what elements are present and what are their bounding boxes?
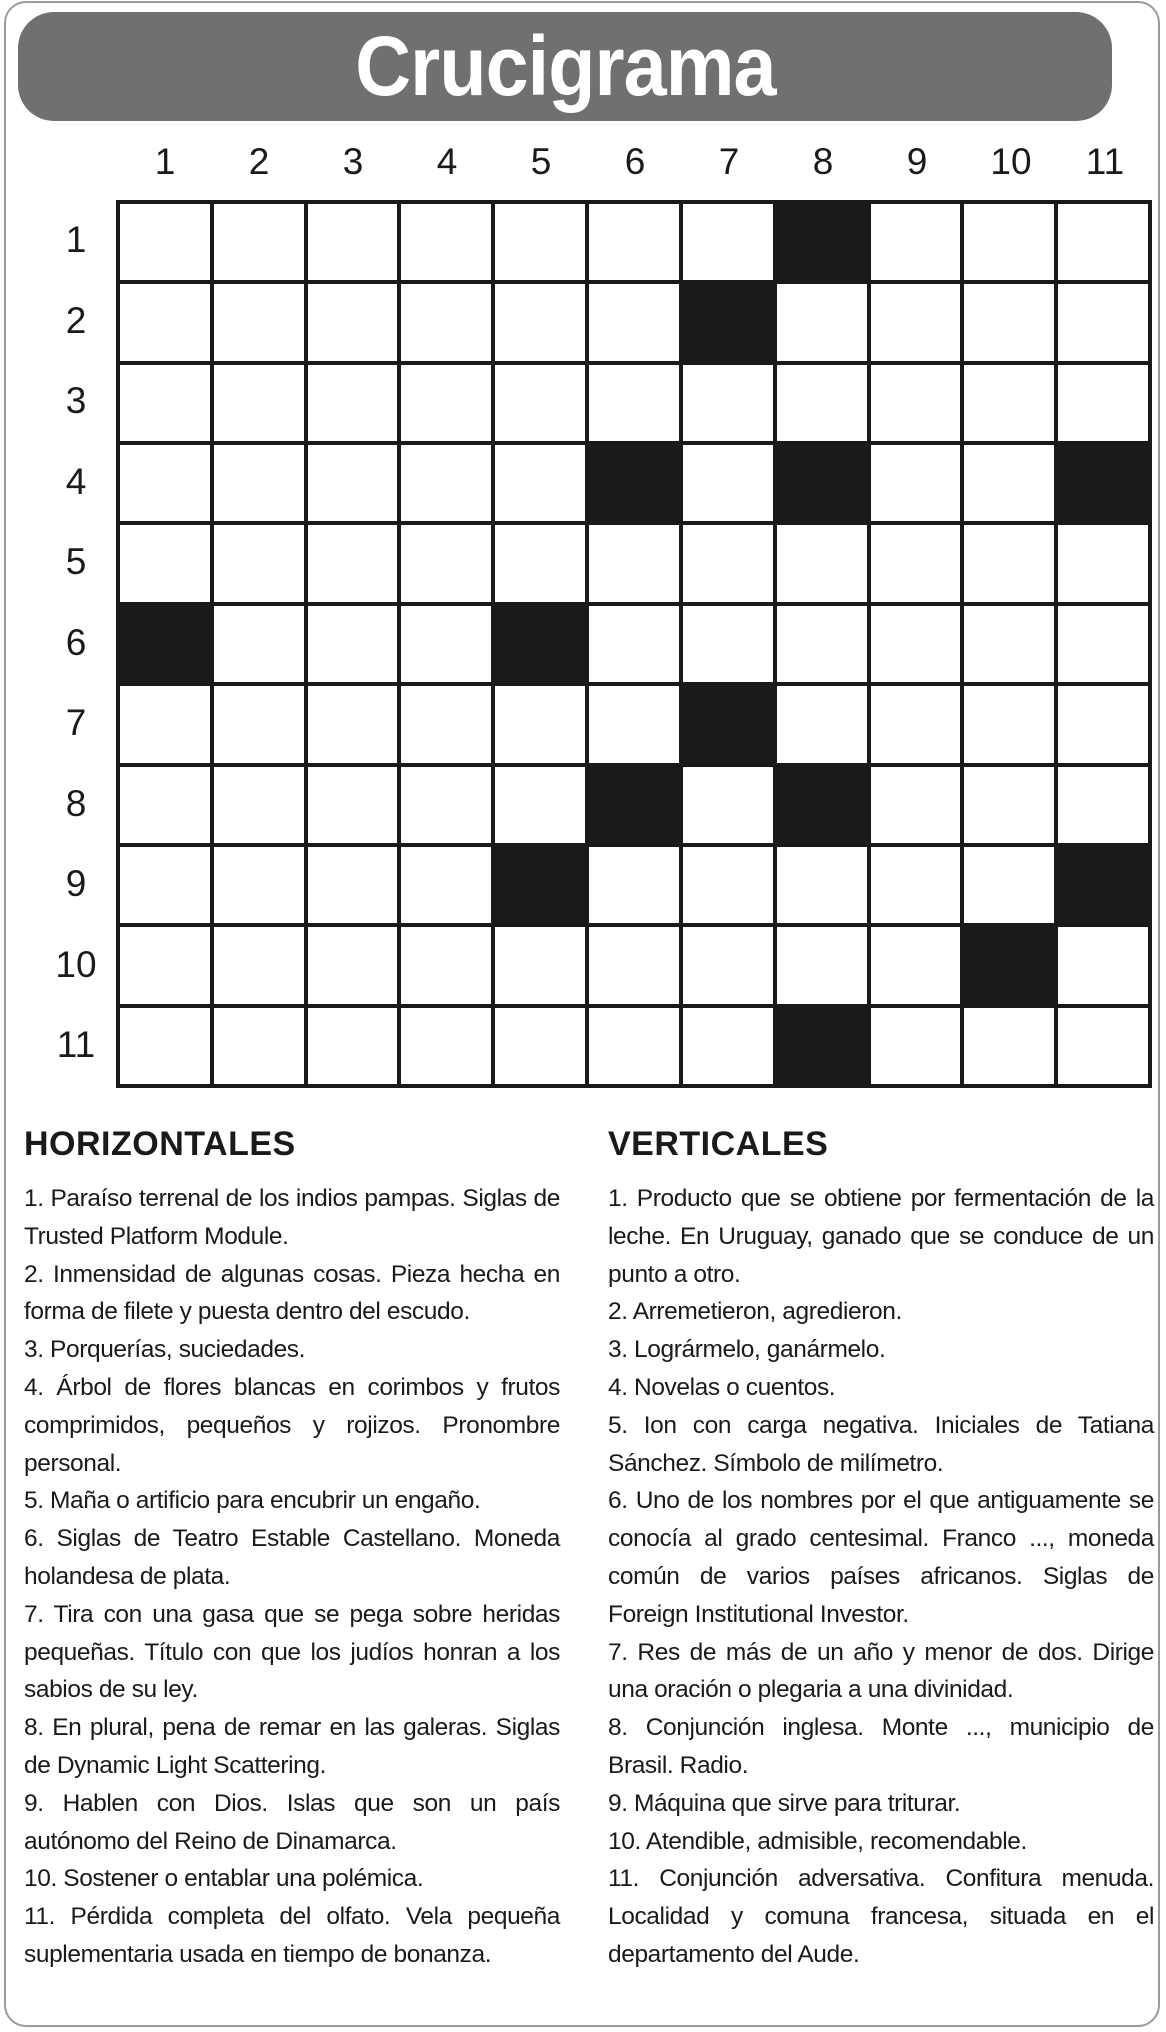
grid-cell[interactable] bbox=[964, 847, 1054, 923]
grid-cell[interactable] bbox=[495, 1008, 585, 1084]
verticales-clue: 9. Máquina que sirve para triturar. bbox=[608, 1789, 961, 1817]
grid-cell[interactable] bbox=[401, 525, 491, 601]
horizontales-clue: 3. Porquerías, suciedades. bbox=[24, 1336, 306, 1364]
verticales-clue: 3. Logrármelo, ganármelo. bbox=[608, 1336, 886, 1364]
grid-cell[interactable] bbox=[495, 927, 585, 1003]
grid-cell[interactable] bbox=[964, 284, 1054, 360]
grid-cell[interactable] bbox=[495, 284, 585, 360]
grid-cell[interactable] bbox=[308, 204, 398, 280]
grid-cell[interactable] bbox=[683, 204, 773, 280]
grid-cell[interactable] bbox=[1058, 284, 1148, 360]
grid-cell[interactable] bbox=[495, 767, 585, 843]
horizontales-heading: HORIZONTALES bbox=[24, 1125, 296, 1163]
grid-cell[interactable] bbox=[871, 606, 961, 682]
horizontales-clue: 10. Sostener o entablar una polémica. bbox=[24, 1865, 424, 1893]
grid-cell[interactable] bbox=[777, 606, 867, 682]
black-cell bbox=[589, 445, 679, 521]
grid-cell[interactable] bbox=[589, 204, 679, 280]
grid-cell[interactable] bbox=[589, 606, 679, 682]
horizontales-clue: 5. Maña o artificio para encubrir un engaño. bbox=[24, 1487, 481, 1515]
grid-cell[interactable] bbox=[308, 1008, 398, 1084]
grid-cell[interactable] bbox=[589, 847, 679, 923]
verticales-clue: 10. Atendible, admisible, recomendable. bbox=[608, 1827, 1027, 1855]
grid-cell[interactable] bbox=[589, 284, 679, 360]
grid-cell[interactable] bbox=[683, 365, 773, 441]
grid-cell[interactable] bbox=[495, 204, 585, 280]
verticales-clue: 8. Conjunción inglesa. Monte ..., municipio de Brasil. Radio. bbox=[608, 1714, 1154, 1779]
grid-cell[interactable] bbox=[683, 1008, 773, 1084]
grid-cell[interactable] bbox=[871, 767, 961, 843]
title-banner bbox=[18, 12, 1112, 121]
black-cell bbox=[777, 204, 867, 280]
row-number: 11 bbox=[56, 1024, 96, 1065]
grid-cell[interactable] bbox=[777, 847, 867, 923]
horizontales-clue: 1. Paraíso terrenal de los indios pampas. Siglas de Trusted Platform Module. bbox=[24, 1185, 560, 1250]
grid-cell[interactable] bbox=[1058, 767, 1148, 843]
grid-cell[interactable] bbox=[214, 606, 304, 682]
grid-cell[interactable] bbox=[214, 767, 304, 843]
row-numbers bbox=[42, 200, 110, 1086]
column-number: 8 bbox=[812, 141, 834, 182]
grid-cell[interactable] bbox=[401, 847, 491, 923]
column-number: 5 bbox=[530, 141, 552, 182]
grid-cell[interactable] bbox=[871, 445, 961, 521]
grid-cell[interactable] bbox=[495, 445, 585, 521]
row-number: 9 bbox=[65, 863, 87, 904]
grid-cell[interactable] bbox=[871, 1008, 961, 1084]
column-number: 2 bbox=[248, 141, 270, 182]
grid-cell[interactable] bbox=[964, 365, 1054, 441]
grid-cell[interactable] bbox=[401, 767, 491, 843]
column-number: 11 bbox=[1085, 141, 1125, 182]
grid-cell[interactable] bbox=[777, 365, 867, 441]
grid-cell[interactable] bbox=[871, 365, 961, 441]
column-number: 1 bbox=[154, 141, 176, 182]
grid-cell[interactable] bbox=[777, 284, 867, 360]
grid-cell[interactable] bbox=[871, 927, 961, 1003]
row-number: 6 bbox=[65, 621, 87, 663]
row-number: 2 bbox=[65, 299, 87, 341]
grid-cell[interactable] bbox=[401, 284, 491, 360]
grid-cell[interactable] bbox=[120, 525, 210, 601]
black-cell bbox=[964, 927, 1054, 1003]
grid-cell[interactable] bbox=[871, 847, 961, 923]
verticales-clue: 6. Uno de los nombres por el que antiguamente se conocía al grado centesimal. Franco ..., moneda común de varios países africanos. Siglas de Foreign Institutional Investor. bbox=[608, 1487, 1154, 1628]
grid-cell[interactable] bbox=[589, 1008, 679, 1084]
grid-cell[interactable] bbox=[120, 284, 210, 360]
grid-cell[interactable] bbox=[120, 365, 210, 441]
black-cell bbox=[495, 606, 585, 682]
horizontales-clue: 9. Hablen con Dios. Islas que son un país autónomo del Reino de Dinamarca. bbox=[24, 1789, 560, 1855]
grid-cell[interactable] bbox=[871, 686, 961, 762]
grid-cell[interactable] bbox=[308, 606, 398, 682]
grid-cell[interactable] bbox=[308, 365, 398, 441]
black-cell bbox=[777, 1008, 867, 1084]
grid-cell[interactable] bbox=[777, 927, 867, 1003]
column-numbers bbox=[118, 134, 1152, 190]
grid-cell[interactable] bbox=[308, 686, 398, 762]
grid-cell[interactable] bbox=[495, 365, 585, 441]
grid-cell[interactable] bbox=[120, 1008, 210, 1084]
column-number: 10 bbox=[990, 141, 1032, 182]
horizontales-clue: 8. En plural, pena de remar en las galeras. Siglas de Dynamic Light Scattering. bbox=[24, 1714, 560, 1779]
grid-cell[interactable] bbox=[214, 1008, 304, 1084]
grid-cell[interactable] bbox=[1058, 686, 1148, 762]
grid-cell[interactable] bbox=[308, 927, 398, 1003]
row-number: 10 bbox=[55, 943, 97, 985]
grid-cell[interactable] bbox=[964, 767, 1054, 843]
grid-cell[interactable] bbox=[308, 767, 398, 843]
grid-cell[interactable] bbox=[964, 1008, 1054, 1084]
black-cell bbox=[777, 445, 867, 521]
page-title: Crucigrama bbox=[354, 19, 776, 113]
verticales-clue-list bbox=[608, 1180, 1154, 1974]
grid-cell[interactable] bbox=[1058, 204, 1148, 280]
grid-cell[interactable] bbox=[589, 525, 679, 601]
grid-cell[interactable] bbox=[214, 847, 304, 923]
horizontales-clue: 7. Tira con una gasa que se pega sobre heridas pequeñas. Título con que los judíos honran a los sabios de su ley. bbox=[24, 1600, 560, 1704]
black-cell bbox=[1058, 445, 1148, 521]
grid-cell[interactable] bbox=[871, 284, 961, 360]
column-number: 9 bbox=[906, 141, 928, 182]
black-cell bbox=[495, 847, 585, 923]
grid-cell[interactable] bbox=[120, 847, 210, 923]
grid-cell[interactable] bbox=[1058, 525, 1148, 601]
grid-cell[interactable] bbox=[1058, 1008, 1148, 1084]
grid-cell[interactable] bbox=[308, 445, 398, 521]
grid-cell[interactable] bbox=[589, 927, 679, 1003]
grid-cell[interactable] bbox=[214, 445, 304, 521]
grid-cell[interactable] bbox=[214, 204, 304, 280]
verticales-clue: 2. Arremetieron, agredieron. bbox=[608, 1298, 902, 1326]
grid-cell[interactable] bbox=[120, 204, 210, 280]
grid-cell[interactable] bbox=[401, 445, 491, 521]
black-cell bbox=[777, 767, 867, 843]
grid-cell[interactable] bbox=[214, 686, 304, 762]
black-cell bbox=[683, 686, 773, 762]
grid-cell[interactable] bbox=[120, 927, 210, 1003]
row-number: 3 bbox=[65, 380, 87, 421]
grid-cell[interactable] bbox=[214, 365, 304, 441]
column-number: 6 bbox=[624, 141, 646, 182]
horizontales-clue: 11. Pérdida completa del olfato. Vela pequeña suplementaria usada en tiempo de bonanza. bbox=[24, 1903, 560, 1968]
grid-cell[interactable] bbox=[964, 204, 1054, 280]
horizontales-clue: 4. Árbol de flores blancas en corimbos y frutos comprimidos, pequeños y rojizos. Pronombre personal. bbox=[24, 1373, 560, 1477]
grid-cell[interactable] bbox=[777, 686, 867, 762]
black-cell bbox=[683, 284, 773, 360]
grid-cell[interactable] bbox=[308, 525, 398, 601]
verticales-clue: 7. Res de más de un año y menor de dos. Dirige una oración o plegaria a una divinidad. bbox=[608, 1638, 1154, 1704]
column-number: 3 bbox=[342, 141, 364, 182]
grid-cell[interactable] bbox=[401, 606, 491, 682]
grid-cell[interactable] bbox=[120, 767, 210, 843]
row-number: 8 bbox=[65, 782, 87, 824]
black-cell bbox=[589, 767, 679, 843]
grid-cell[interactable] bbox=[1058, 927, 1148, 1003]
grid-cell[interactable] bbox=[683, 927, 773, 1003]
grid-cell[interactable] bbox=[401, 686, 491, 762]
verticales-clue: 1. Producto que se obtiene por fermentación de la leche. En Uruguay, ganado que se conduce de un punto a otro. bbox=[608, 1185, 1154, 1288]
black-cell bbox=[120, 606, 210, 682]
grid-cell[interactable] bbox=[1058, 365, 1148, 441]
grid-cell[interactable] bbox=[401, 204, 491, 280]
column-number: 7 bbox=[718, 141, 740, 182]
grid-cell[interactable] bbox=[683, 847, 773, 923]
grid-cell[interactable] bbox=[120, 445, 210, 521]
grid-cell[interactable] bbox=[495, 525, 585, 601]
crossword-grid bbox=[116, 200, 1152, 1088]
verticales-clue: 4. Novelas o cuentos. bbox=[608, 1373, 836, 1401]
grid-cell[interactable] bbox=[401, 365, 491, 441]
grid-cell[interactable] bbox=[871, 525, 961, 601]
grid-cell[interactable] bbox=[683, 525, 773, 601]
grid-cell[interactable] bbox=[214, 525, 304, 601]
verticales-section bbox=[608, 1122, 1154, 1974]
grid-cell[interactable] bbox=[401, 927, 491, 1003]
row-number: 1 bbox=[65, 219, 87, 260]
row-number: 7 bbox=[65, 702, 87, 743]
grid-cell[interactable] bbox=[589, 365, 679, 441]
grid-cell[interactable] bbox=[683, 606, 773, 682]
grid-cell[interactable] bbox=[964, 606, 1054, 682]
grid-cell[interactable] bbox=[964, 686, 1054, 762]
row-number: 5 bbox=[65, 541, 87, 582]
grid-cell[interactable] bbox=[964, 445, 1054, 521]
grid-cell[interactable] bbox=[308, 284, 398, 360]
grid-cell[interactable] bbox=[964, 525, 1054, 601]
verticales-clue: 5. Ion con carga negativa. Iniciales de Tatiana Sánchez. Símbolo de milímetro. bbox=[608, 1411, 1154, 1477]
grid-cell[interactable] bbox=[495, 686, 585, 762]
grid-cell[interactable] bbox=[683, 767, 773, 843]
grid-cell[interactable] bbox=[589, 686, 679, 762]
verticales-clue: 11. Conjunción adversativa. Confitura menuda. Localidad y comuna francesa, situada en el departamento del Aude. bbox=[608, 1865, 1154, 1968]
grid-cell[interactable] bbox=[120, 686, 210, 762]
grid-cell[interactable] bbox=[308, 847, 398, 923]
grid-cell[interactable] bbox=[777, 525, 867, 601]
grid-cell[interactable] bbox=[871, 204, 961, 280]
horizontales-clue: 2. Inmensidad de algunas cosas. Pieza hecha en forma de filete y puesta dentro del escudo. bbox=[24, 1260, 560, 1326]
horizontales-clue: 6. Siglas de Teatro Estable Castellano. Moneda holandesa de plata. bbox=[24, 1525, 560, 1590]
black-cell bbox=[1058, 847, 1148, 923]
column-number: 4 bbox=[436, 141, 458, 182]
grid-cell[interactable] bbox=[683, 445, 773, 521]
grid-cell[interactable] bbox=[214, 927, 304, 1003]
horizontales-section bbox=[24, 1122, 560, 1974]
row-number: 4 bbox=[65, 460, 87, 502]
grid-cell[interactable] bbox=[401, 1008, 491, 1084]
horizontales-clue-list bbox=[24, 1180, 560, 1974]
grid-cell[interactable] bbox=[1058, 606, 1148, 682]
grid-cell[interactable] bbox=[214, 284, 304, 360]
verticales-heading: VERTICALES bbox=[608, 1125, 829, 1163]
